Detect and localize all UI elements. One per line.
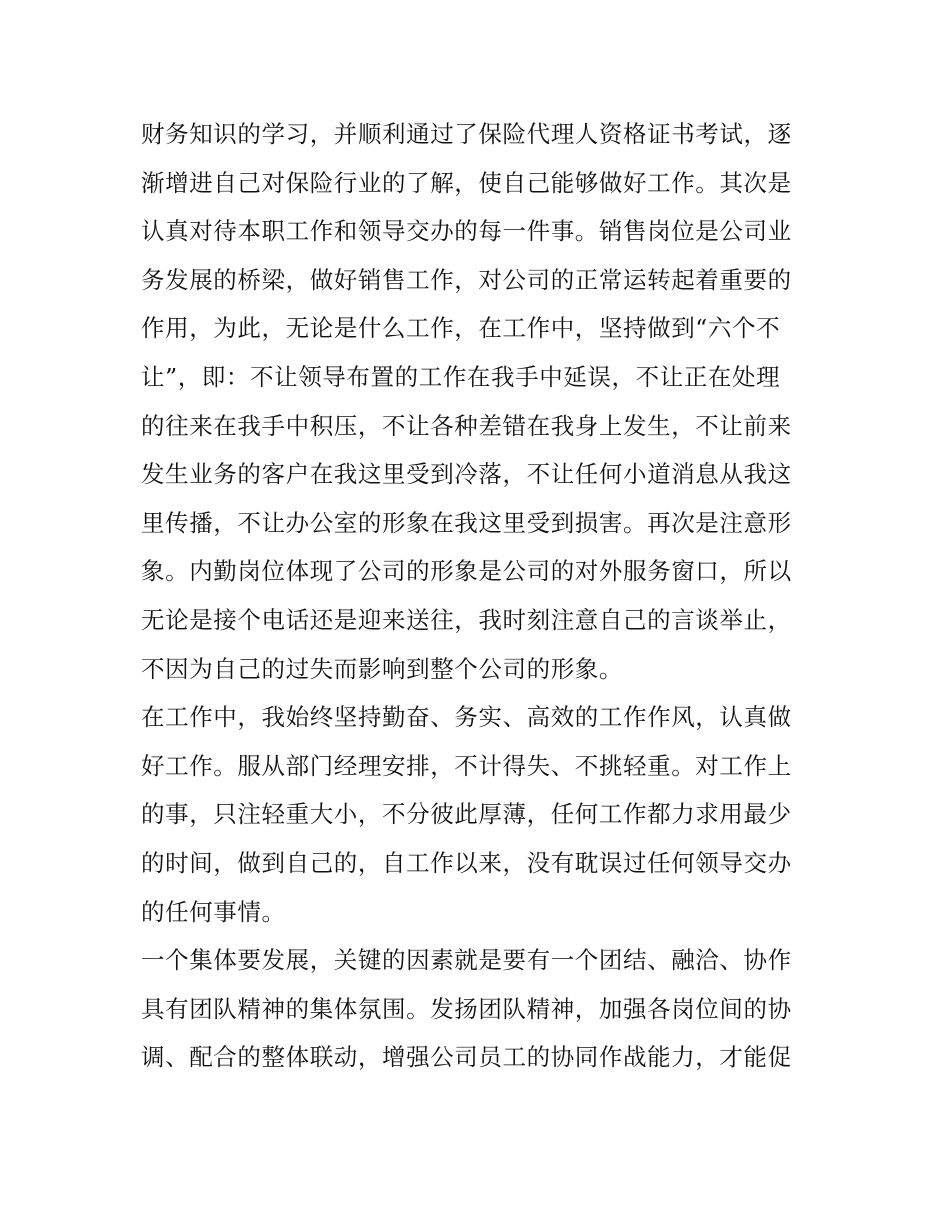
text-line: 渐增进自己对保险行业的了解，使自己能够做好工作。其次是 [141, 168, 792, 197]
text-line: 的任何事情。 [141, 897, 286, 926]
text-line: 让”，即：不让领导布置的工作在我手中延误，不让正在处理 [141, 362, 781, 391]
text-line: 好工作。服从部门经理安排，不计得失、不挑轻重。对工作上 [141, 751, 792, 780]
text-line: 调、配合的整体联动，增强公司员工的协同作战能力，才能促 [141, 1043, 792, 1072]
text-line: 在工作中，我始终坚持勤奋、务实、高效的工作作风，认真做 [141, 703, 792, 732]
text-line: 的时间，做到自己的，自工作以来，没有耽误过任何领导交办 [141, 848, 792, 877]
text-line: 的事，只注轻重大小，不分彼此厚薄，任何工作都力求用最少 [141, 800, 792, 829]
text-line: 具有团队精神的集体氛围。发扬团队精神，加强各岗位间的协 [141, 994, 792, 1023]
text-line: 象。内勤岗位体现了公司的形象是公司的对外服务窗口，所以 [141, 557, 792, 586]
text-line: 一个集体要发展，关键的因素就是要有一个团结、融洽、协作 [141, 946, 792, 975]
text-line: 无论是接个电话还是迎来送往，我时刻注意自己的言谈举止， [141, 605, 792, 634]
text-line: 不因为自己的过失而影响到整个公司的形象。 [141, 654, 623, 683]
text-line: 的往来在我手中积压，不让各种差错在我身上发生，不让前来 [141, 411, 792, 440]
text-line: 里传播，不让办公室的形象在我这里受到损害。再次是注意形 [141, 508, 792, 537]
text-line: 财务知识的学习，并顺利通过了保险代理人资格证书考试，逐 [141, 120, 792, 148]
text-line: 发生业务的客户在我这里受到冷落，不让任何小道消息从我这 [141, 460, 792, 489]
text-line: 务发展的桥梁，做好销售工作，对公司的正常运转起着重要的 [141, 265, 792, 294]
document-body [141, 110, 821, 1082]
text-line: 作用，为此，无论是什么工作，在工作中，坚持做到“六个不 [141, 314, 781, 343]
text-line: 认真对待本职工作和领导交办的每一件事。销售岗位是公司业 [141, 217, 792, 246]
